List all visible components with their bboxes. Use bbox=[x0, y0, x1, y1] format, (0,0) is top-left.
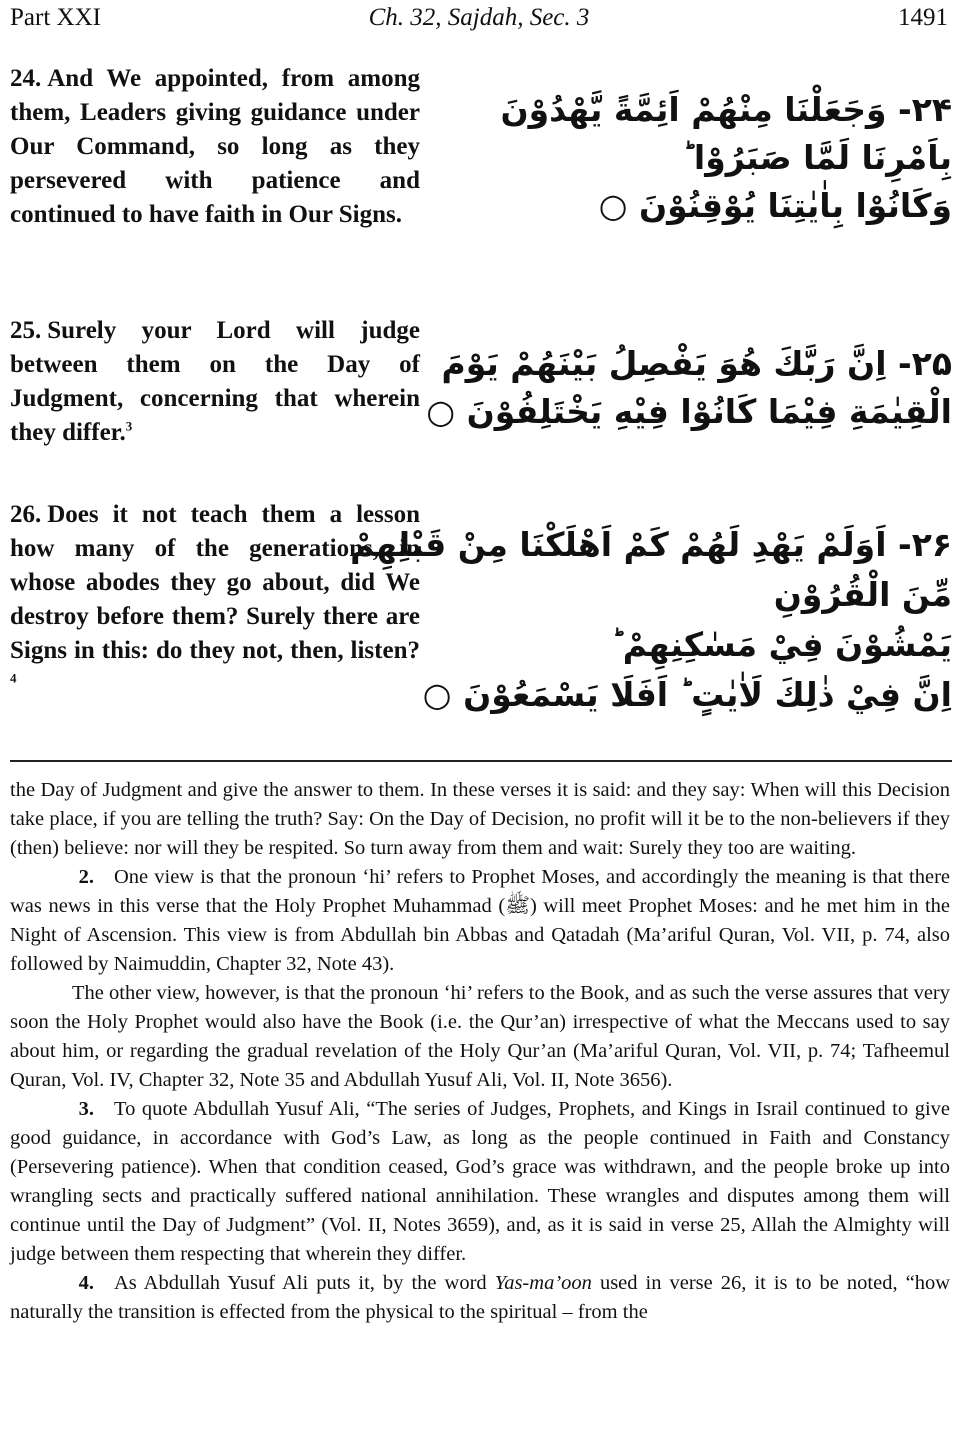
note-text: As Abdullah Yusuf Ali puts it, by the word bbox=[114, 1272, 487, 1294]
page-number: 1491 bbox=[898, 4, 948, 31]
arabic-line: مِّنَ الْقُرُوْنِ bbox=[773, 575, 952, 614]
note-number: 2. bbox=[78, 866, 94, 888]
verse-number: 26. bbox=[10, 501, 42, 528]
verse-25-translation bbox=[10, 314, 420, 450]
verse-24-arabic bbox=[500, 86, 952, 230]
chapter-title: Ch. 32, Sajdah, Sec. 3 bbox=[368, 4, 590, 31]
arabic-line: ۲۴- وَجَعَلْنَا مِنْهُمْ اَئِمَّةً يَّهْدُوْنَ bbox=[500, 90, 952, 129]
note-text: used in verse 26, it is to be noted, “how naturally the transition is effected from the physical to the spiritual – from the bbox=[10, 1272, 950, 1323]
verse-text: And We appointed, from among them, Leaders giving guidance under Our Command, so long as they persevered with patience and continued to have faith in Our Signs. bbox=[10, 65, 420, 228]
verse-text: Surely your Lord will judge between them on the Day of Judgment, concerning that wherein they differ. bbox=[10, 317, 420, 446]
verse-text: Does it not teach them a lesson how many of the generations, in whose abodes they go about, did We destroy before them? Surely there are Signs in this: do they not, then, listen? bbox=[10, 501, 420, 664]
note-4 bbox=[10, 1269, 950, 1327]
footnote-divider bbox=[10, 760, 952, 762]
note-continuation: the Day of Judgment and give the answer to them. In these verses it is said: and they say: When will this Decision take place, if you are telling the truth? Say: On the Day of Decision, no profit will it be to the non-believers if they (then) believe: nor will they be respited. So turn away from them and wait: Surely they too are waiting. bbox=[10, 779, 950, 859]
note-number: 4. bbox=[78, 1272, 94, 1294]
footnote-marker: 4 bbox=[10, 670, 17, 686]
verse-number: 24. bbox=[10, 65, 42, 92]
footnote-marker: 3 bbox=[125, 418, 133, 434]
part-label: Part XXI bbox=[10, 4, 101, 31]
page-header bbox=[10, 4, 948, 38]
note-text: One view is that the pronoun ‘hi’ refers to Prophet Moses, and accordingly the meaning is that there was news in this verse that the Holy Prophet Muhammad (ﷺ) will meet Prophet Moses: and he met him in the Night of Ascension. This view is from Abdullah bin Abbas and Qatadah (Ma’ariful Quran, Vol. VII, p. 74, also followed by Naimuddin, Chapter 32, Note 43). bbox=[10, 866, 950, 975]
verse-25-arabic bbox=[426, 340, 952, 436]
arabic-line: الْقِيٰمَةِ فِيْمَا كَانُوْا فِيْهِ يَخْتَلِفُوْنَ ○ bbox=[426, 392, 952, 431]
arabic-line: بِاَمْرِنَا لَمَّا صَبَرُوْا ؕ bbox=[682, 138, 952, 177]
verse-24-translation bbox=[10, 62, 420, 232]
arabic-line: ۲۶- اَوَلَمْ يَهْدِ لَهُمْ كَمْ اَهْلَكْنَا مِنْ قَبْلِهِمْ bbox=[350, 525, 952, 564]
arabic-line: اِنَّ فِيْ ذٰلِكَ لَاٰيٰتٍ ؕ اَفَلَا يَسْمَعُوْنَ ○ bbox=[422, 675, 952, 714]
arabic-line: يَمْشُوْنَ فِيْ مَسٰكِنِهِمْ ؕ bbox=[611, 625, 952, 664]
note-3 bbox=[10, 1095, 950, 1269]
arabic-line: وَكَانُوْا بِاٰيٰتِنَا يُوْقِنُوْنَ ○ bbox=[598, 186, 952, 225]
note-2-continued: The other view, however, is that the pronoun ‘hi’ refers to the Book, and as such the verse assures that very soon the Holy Prophet would also have the Book (i.e. the Qur’an) irrespective of what the Meccans used to say about him, or regarding the gradual revelation of the Holy Qur’an (Ma’ariful Quran, Vol. VII, p. 74; Tafheemul Quran, Vol. IV, Chapter 32, Note 35 and Abdullah Yusuf Ali, Vol. II, Note 3656). bbox=[10, 982, 950, 1091]
note-2 bbox=[10, 863, 950, 979]
arabic-line: ۲۵- اِنَّ رَبَّكَ هُوَ يَفْصِلُ بَيْنَهُمْ يَوْمَ bbox=[441, 344, 952, 383]
verse-26-arabic bbox=[350, 520, 952, 720]
footnotes bbox=[10, 776, 950, 1327]
note-italic-word: Yas-ma’oon bbox=[494, 1272, 592, 1294]
verse-number: 25. bbox=[10, 317, 42, 344]
note-number: 3. bbox=[78, 1098, 94, 1120]
note-text: To quote Abdullah Yusuf Ali, “The series of Judges, Prophets, and Kings in Israil continued to give good guidance, in accordance with God’s Law, as long as the people continued in Faith and Constancy (Persevering patience). When that condition ceased, God’s grace was withdrawn, and the people broke up into wrangling sects and practically suffered national annihilation. These wrangles and disputes among them will continue until the Day of Judgment” (Vol. II, Notes 3659), and, as it is said in verse 25, Allah the Almighty will judge between them respecting that wherein they differ. bbox=[10, 1098, 950, 1265]
